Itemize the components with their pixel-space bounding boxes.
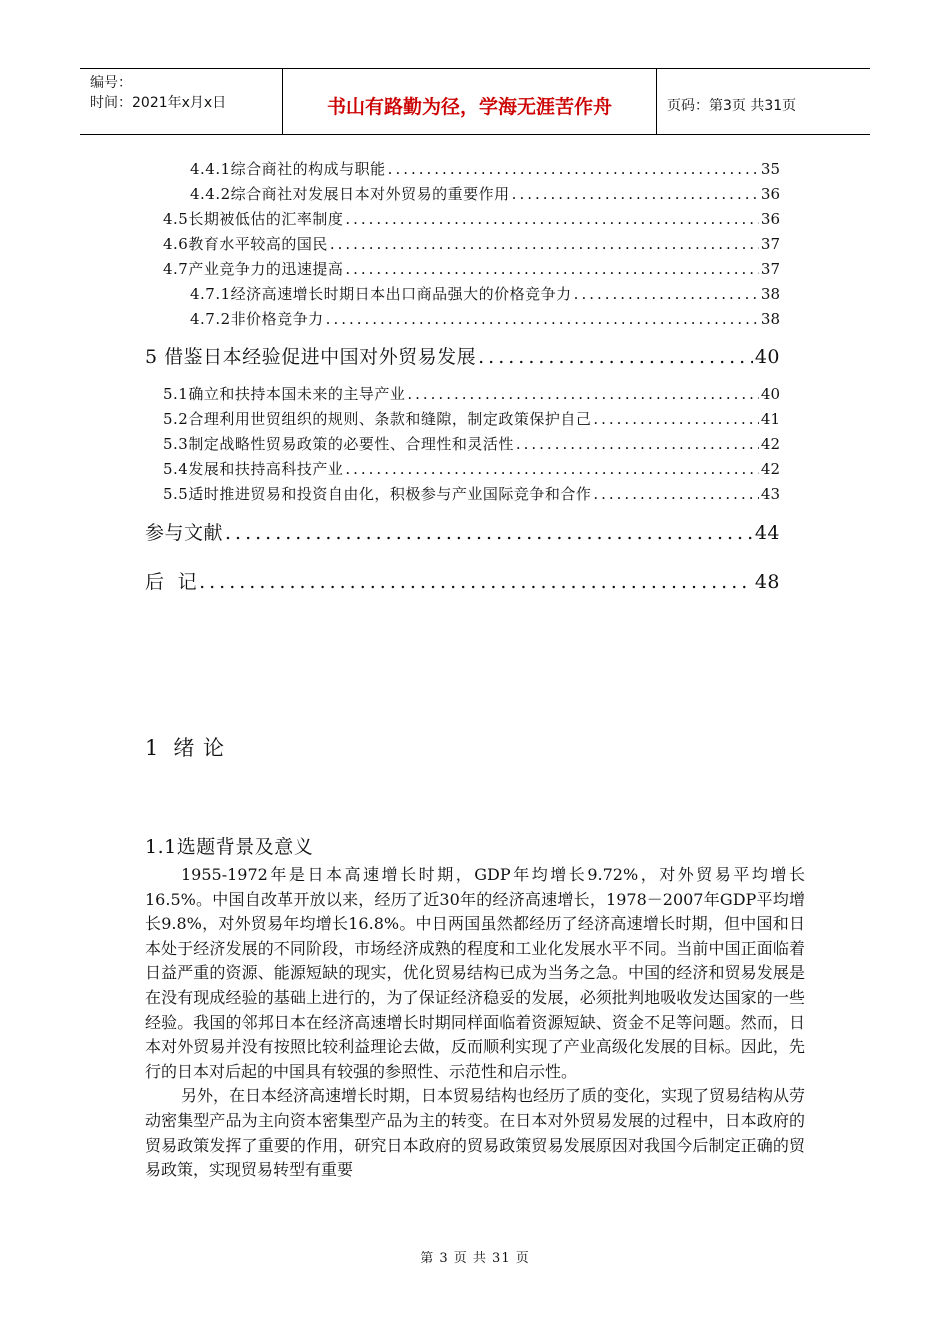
toc-leader-dots: [388, 158, 759, 180]
chapter-number: 1: [145, 736, 160, 760]
toc-entry-page: 37: [760, 235, 780, 253]
toc-entry[interactable]: [163, 258, 780, 280]
toc-chapter-entry[interactable]: [145, 568, 780, 596]
toc-entry-page: 35: [760, 160, 780, 178]
toc-leader-dots: [512, 183, 759, 205]
toc-entry-page: 41: [760, 410, 780, 428]
toc-entry-title: 4.7产业竞争力的迅速提高: [163, 260, 344, 278]
toc-entry-title: 5.3制定战略性贸易政策的必要性、合理性和灵活性: [163, 435, 514, 453]
toc-entry-page: 40: [760, 385, 780, 403]
toc-entry[interactable]: [163, 433, 780, 455]
toc-entry[interactable]: [163, 408, 780, 430]
time-label: 时间：2021年x月x日: [90, 95, 227, 111]
toc-leader-dots: [330, 233, 759, 255]
toc-entry-page: 36: [760, 210, 780, 228]
toc-entry[interactable]: [190, 183, 780, 205]
toc-entry-title: 后 记: [145, 571, 198, 593]
section-heading: 1.1选题背景及意义: [145, 836, 314, 858]
toc-entry[interactable]: [190, 158, 780, 180]
toc-entry-title: 4.7.1经济高速增长时期日本出口商品强大的价格竞争力: [190, 285, 572, 303]
code-label: 编号：: [90, 75, 132, 91]
toc-entry-page: 38: [760, 285, 780, 303]
toc-entry[interactable]: [190, 308, 780, 330]
header-motto: 书山有路勤为径，学海无涯苦作舟: [283, 69, 657, 134]
toc-entry-title: 4.4.2综合商社对发展日本对外贸易的重要作用: [190, 185, 510, 203]
toc-entry[interactable]: [163, 458, 780, 480]
toc-entry[interactable]: [163, 383, 780, 405]
toc-chapter-entry[interactable]: [145, 343, 780, 371]
toc-entry-page: 36: [760, 185, 780, 203]
toc-leader-dots: [345, 258, 759, 280]
chapter-heading: [145, 732, 225, 762]
paragraph: 另外，在日本经济高速增长时期，日本贸易结构也经历了质的变化，实现了贸易结构从劳动密集型产品为主向资本密集型产品为主的转变。在日本对外贸易发展的过程中，日本政府的贸易政策发挥了重要的作用，研究日本政府的贸易政策贸易发展原因对我国今后制定正确的贸易政策，实现贸易转型有重要: [145, 1086, 806, 1180]
toc-entry-page: 43: [760, 485, 780, 503]
toc-entry-page: 37: [760, 260, 780, 278]
toc-entry-title: 5.1确立和扶持本国未来的主导产业: [163, 385, 406, 403]
header-page-info: 页码：第3页 共31页: [667, 97, 797, 114]
page-footer: 第 3 页 共 31 页: [420, 1251, 530, 1266]
toc-entry-title: 参与文献: [145, 522, 224, 544]
toc-leader-dots: [516, 433, 759, 455]
paragraph: 1955-1972年是日本高速增长时期，GDP年均增长9.72%，对外贸易平均增长16.5%。中国自改革开放以来，经历了近30年的经济高速增长，1978－2007年GDP平均增长9.8%，对外贸易年均增长16.8%。中日两国虽然都经历了经济高速增长时期，但中国和日本处于经济发展的不同阶段，市场经济成熟的程度和工业化发展水平不同。当前中国正面临着日益严重的资源、能源短缺的现实，优化贸易结构已成为当务之急。中国的经济和贸易发展是在没有现成经验的基础上进行的，为了保证经济稳妥的发展，必须批判地吸收发达国家的一些经验。我国的邻邦日本在经济高速增长时期同样面临着资源短缺、资金不足等问题。然而，日本对外贸易并没有按照比较利益理论去做，反而顺利实现了产业高级化发展的目标。因此，先行的日本对后起的中国具有较强的参照性、示范性和启示性。: [145, 865, 805, 1081]
toc-leader-dots: [326, 308, 759, 330]
toc-entry-page: 40: [754, 346, 780, 368]
toc-entry-title: 4.6教育水平较高的国民: [163, 235, 328, 253]
toc-entry-page: 42: [760, 460, 780, 478]
page-header: [80, 68, 870, 135]
toc-entry-title: 5.4发展和扶持高科技产业: [163, 460, 344, 478]
toc-leader-dots: [593, 408, 759, 430]
toc-entry[interactable]: [163, 483, 780, 505]
toc-leader-dots: [199, 568, 753, 596]
toc-leader-dots: [407, 383, 759, 405]
toc-chapter-entry[interactable]: [145, 519, 780, 547]
toc-leader-dots: [345, 208, 759, 230]
toc-leader-dots: [574, 283, 759, 305]
toc-entry-page: 38: [760, 310, 780, 328]
toc-entry-page: 48: [754, 571, 780, 593]
toc-leader-dots: [345, 458, 759, 480]
toc-entry-title: 5.2合理利用世贸组织的规则、条款和缝隙，制定政策保护自己: [163, 410, 592, 428]
toc-entry-title: 4.4.1综合商社的构成与职能: [190, 160, 386, 178]
toc-leader-dots: [478, 343, 753, 371]
toc-leader-dots: [225, 519, 753, 547]
toc-entry-title: 5 借鉴日本经验促进中国对外贸易发展: [145, 346, 477, 368]
toc-entry[interactable]: [163, 208, 780, 230]
toc-entry-page: 42: [760, 435, 780, 453]
toc-entry-title: 4.7.2非价格竞争力: [190, 310, 324, 328]
toc-entry-title: 5.5适时推进贸易和投资自由化，积极参与产业国际竞争和合作: [163, 485, 592, 503]
toc-entry[interactable]: [190, 283, 780, 305]
toc-entry[interactable]: [163, 233, 780, 255]
body-text: [145, 863, 805, 1183]
header-meta: [80, 69, 283, 134]
toc-entry-title: 4.5长期被低估的汇率制度: [163, 210, 344, 228]
chapter-title: 绪 论: [173, 736, 226, 760]
toc-leader-dots: [593, 483, 759, 505]
toc-entry-page: 44: [754, 522, 780, 544]
